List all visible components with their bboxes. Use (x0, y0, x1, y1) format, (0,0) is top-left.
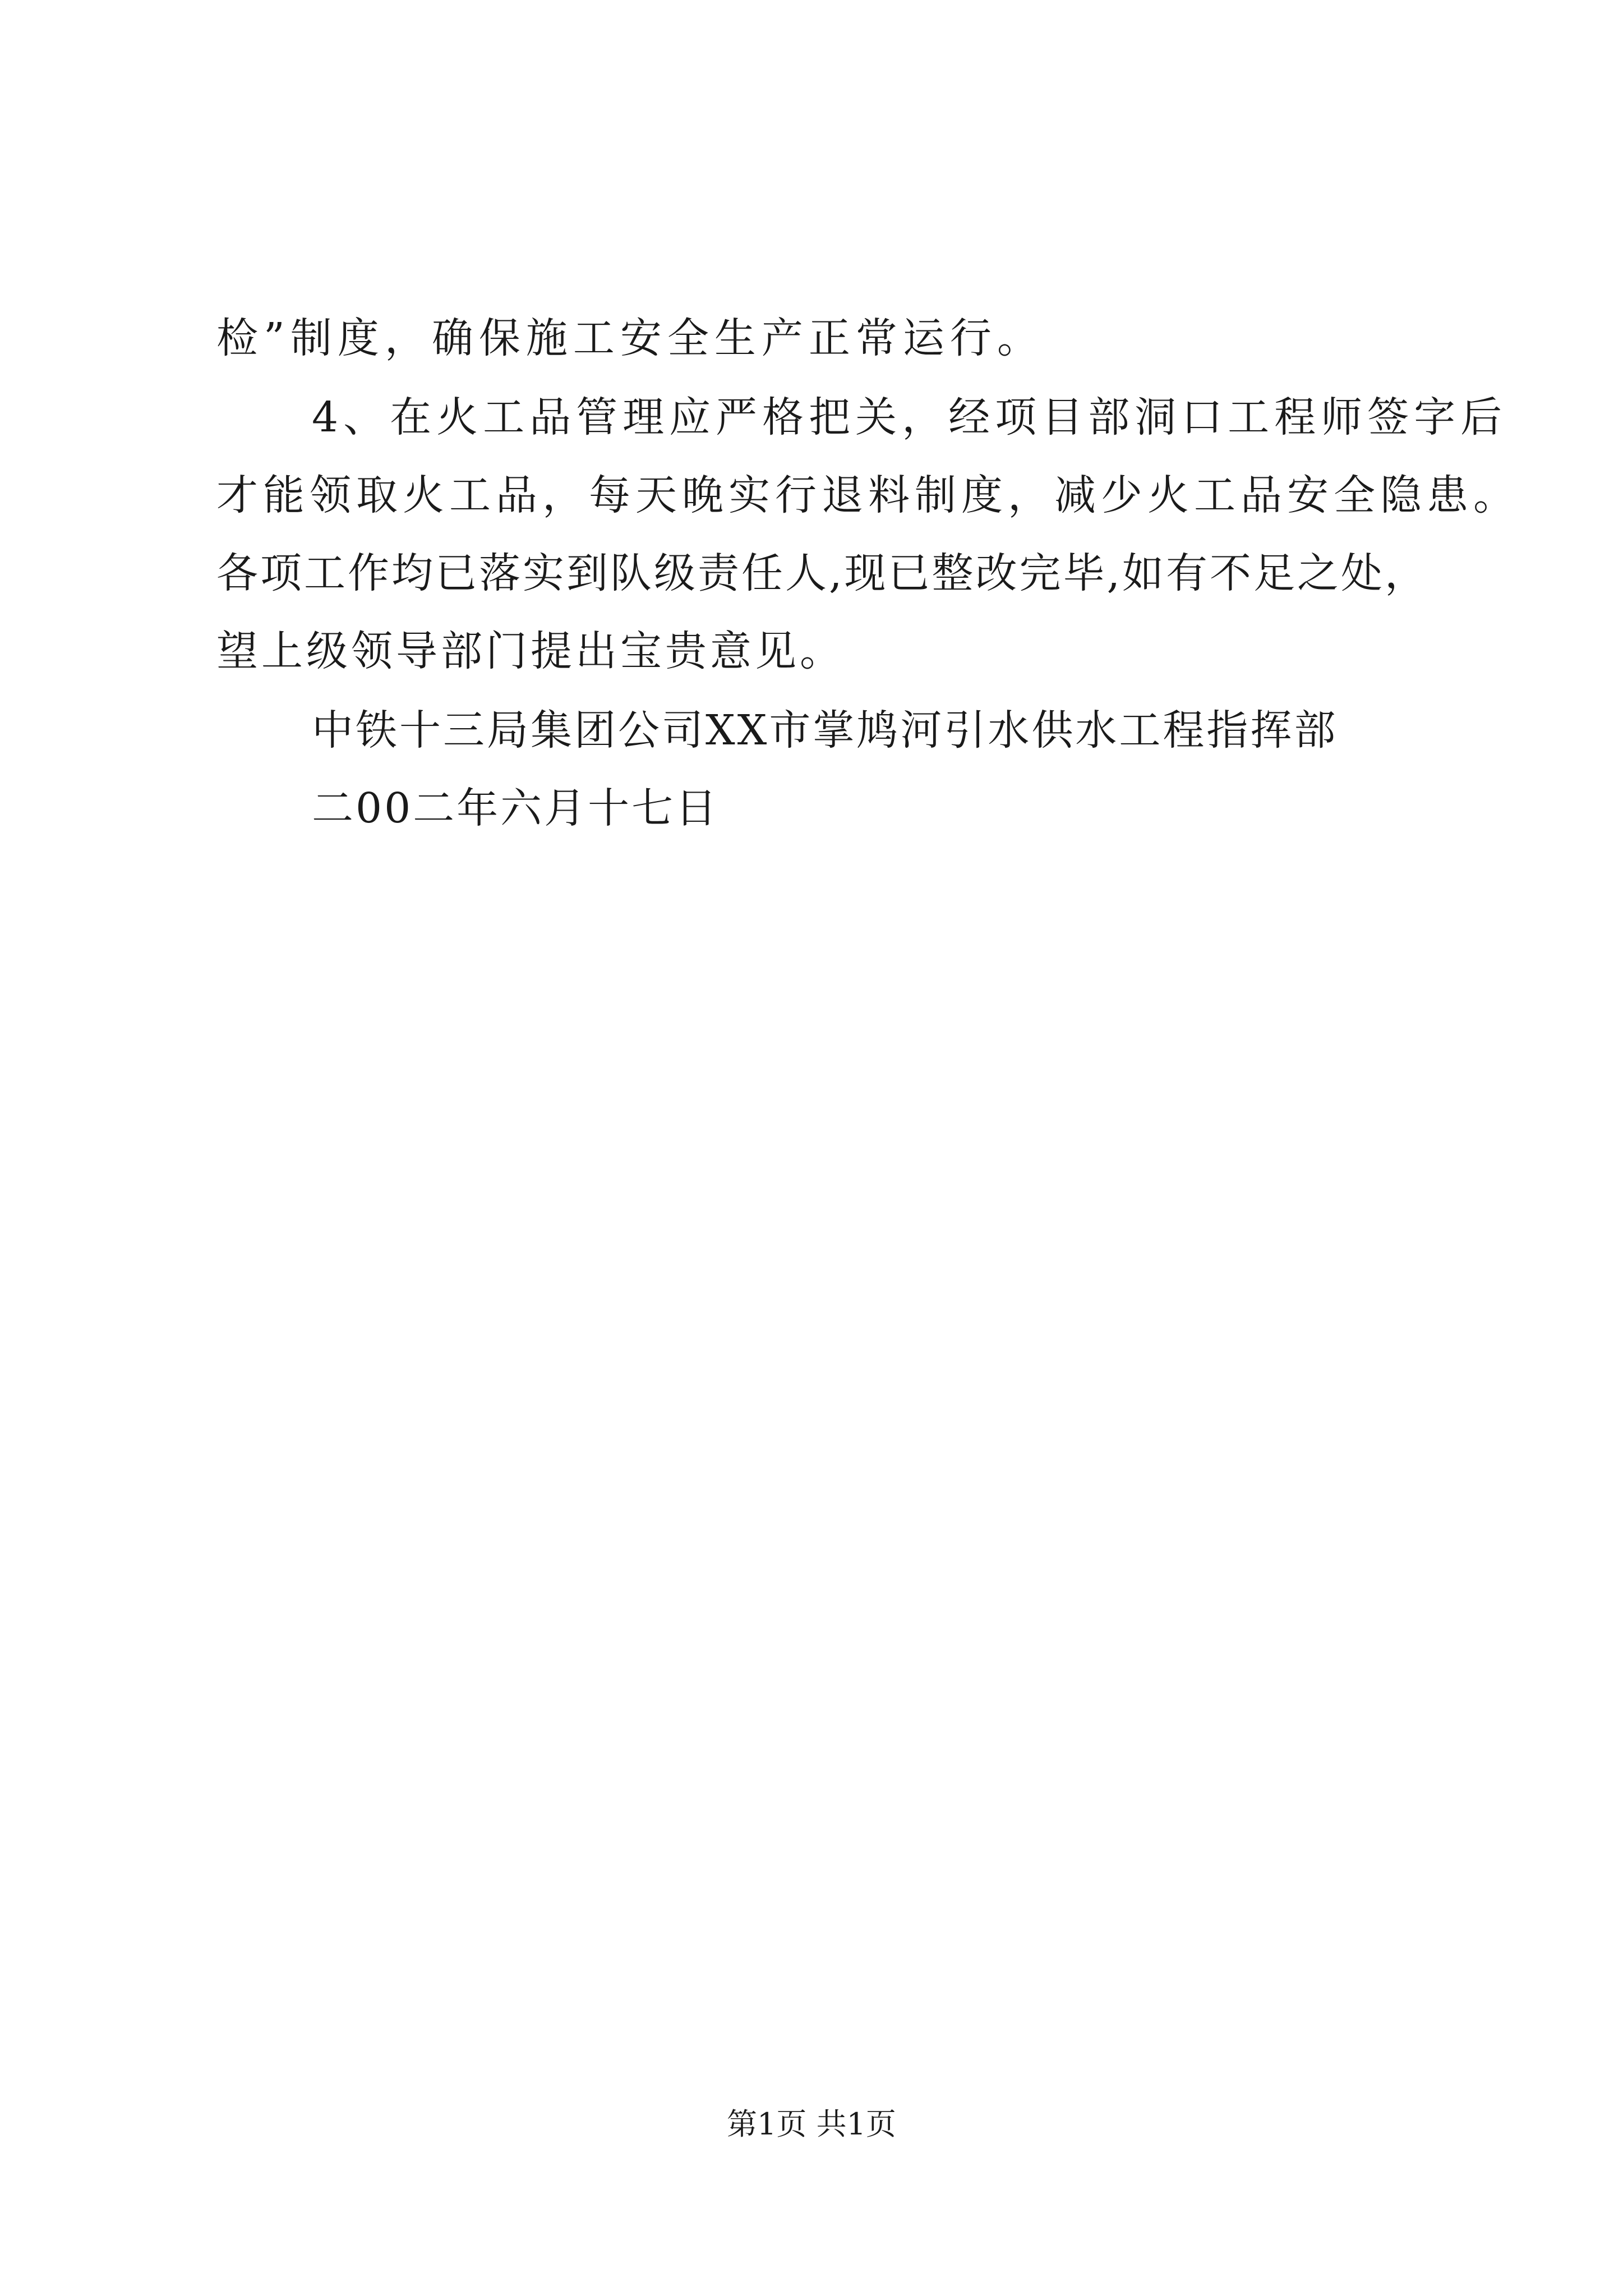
body-text-line: 各项工作均已落实到队级责任人,现已整改完毕,如有不足之处， (216, 549, 1429, 597)
body-text-line: 才能领取火工品，每天晚实行退料制度，减少火工品安全隐患。 (216, 471, 1520, 519)
page-footer: 第1页 共1页 (727, 2106, 896, 2142)
signature-organization: 中铁十三局集团公司XX市掌鸠河引水供水工程指挥部 (312, 706, 1338, 754)
body-text-line: 望上级领导部门提出宝贵意见。 (216, 627, 845, 675)
body-text-line: 检”制度，确保施工安全生产正常运行。 (216, 314, 1044, 362)
signature-date: 二00二年六月十七日 (312, 784, 720, 832)
body-text-line: 4、在火工品管理应严格把关，经项目部洞口工程师签字后 (312, 393, 1507, 441)
